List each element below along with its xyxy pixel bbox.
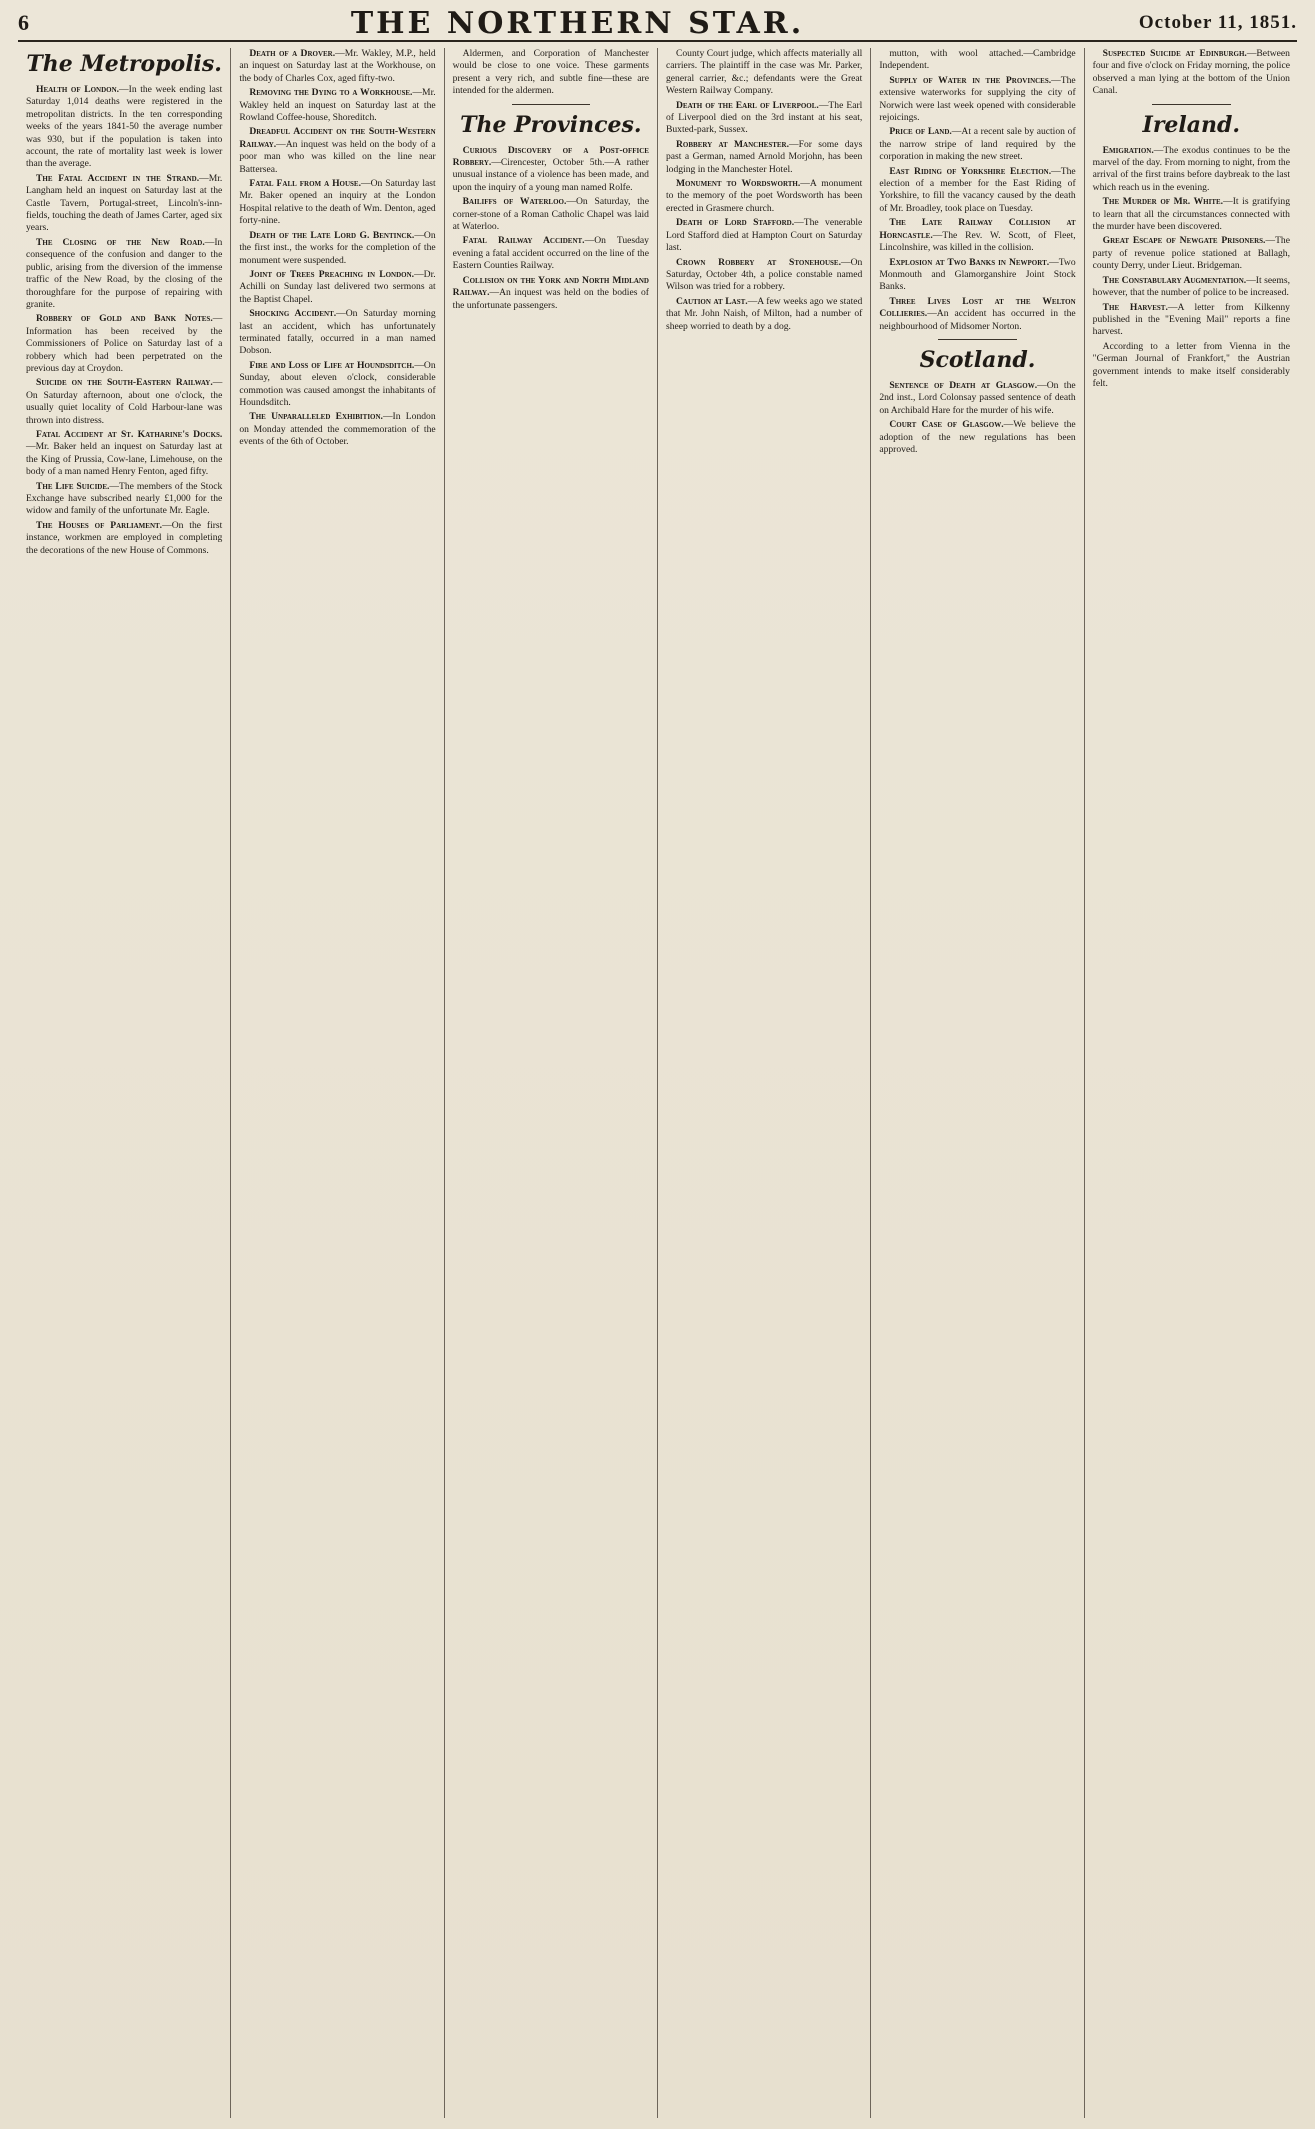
- article-list: [666, 48, 862, 333]
- article-paragraph: [666, 100, 862, 137]
- section-heading-metropolis: The Metropolis.: [26, 51, 222, 77]
- article-body: —In consequence of the confusion and danger to the public, arising from the diversion of the immense traffic of the New Road, by the closing of the thoroughfare for the purpose of repairing with granite.: [26, 236, 223, 310]
- article-paragraph: [879, 296, 1075, 333]
- article-body: —Mr. Wakley, M.P., held an inquest on Saturday last at the Workhouse, on the body of Charles Cox, aged fifty-two.: [239, 48, 436, 84]
- article-headline: Monument to Wordsworth.: [675, 178, 801, 190]
- article-paragraph: [879, 257, 1075, 294]
- article-body: —On Saturday, October 4th, a police constable named Wilson was tried for a robbery.: [665, 256, 863, 293]
- article-paragraph: [879, 217, 1075, 254]
- issue-date: October 11, 1851.: [1138, 12, 1297, 33]
- article-headline: Crown Robbery at Stonehouse.: [675, 256, 841, 268]
- article-body: —A letter from Kilkenny published in the "Evening Mail" reports a fine harvest.: [1092, 301, 1290, 338]
- article-paragraph: [879, 166, 1075, 216]
- article-body: —Mr. Baker held an inquest on Saturday last at the King of Prussia, Cow-lane, Limehouse, on the body of a man named Henry Fenton, aged fifty.: [26, 441, 223, 478]
- article-body: —The Rev. W. Scott, of Fleet, Lincolnshire, was killed in the collision.: [879, 229, 1076, 254]
- article-paragraph: [26, 237, 222, 311]
- article-headline: Fatal Railway Accident.: [462, 235, 585, 247]
- newspaper-title: THE NORTHERN STAR.: [350, 5, 805, 41]
- article-paragraph: [1093, 275, 1290, 300]
- page-number: 6: [18, 10, 29, 35]
- article-body: —An inquest was held on the body of a poor man who was killed on the line near Battersea.: [239, 138, 436, 175]
- article-headline: Suspected Suicide at Edinburgh.: [1102, 48, 1247, 59]
- article-paragraph: [26, 173, 222, 235]
- article-paragraph: [239, 48, 435, 85]
- article-headline: The Life Suicide.: [36, 480, 110, 492]
- article-body: —We believe the adoption of the new regulations has been approved.: [879, 419, 1076, 455]
- article-body: —On the 2nd inst., Lord Colonsay passed sentence of death on Archibald Hare for the murder of his wife.: [879, 379, 1076, 416]
- article-body: —Between four and five o'clock on Friday morning, the police observed a man lying at the bottom of the Union Canal.: [1092, 48, 1290, 97]
- article-paragraph: [26, 429, 222, 479]
- column-4: [658, 48, 871, 2118]
- article-headline: Caution at Last.: [675, 295, 748, 307]
- article-body: —On the first inst., the works for the completion of the monument were suspended.: [239, 229, 436, 266]
- article-body: —Mr. Langham held an inquest on Saturday last at the Castle Tavern, Portugal-street, Lincoln's-inn-fields, touching the death of James Carter, aged six years.: [26, 172, 223, 234]
- article-paragraph: [26, 84, 222, 171]
- article-headline: Shocking Accident.: [249, 308, 337, 320]
- article-body: —The Earl of Liverpool died on the 3rd instant at his seat, Buxted-park, Sussex.: [665, 99, 863, 136]
- article-headline: Death of the Earl of Liverpool.: [675, 99, 819, 111]
- article-headline: The Fatal Accident in the Strand.: [36, 172, 200, 184]
- article-headline: The Houses of Parliament.: [36, 519, 163, 531]
- article-body: —At a recent sale by auction of the narrow stripe of land required by the corporation in making the new street.: [879, 126, 1076, 163]
- article-headline: Fatal Fall from a House.: [249, 178, 362, 190]
- article-body: —On Saturday, the corner-stone of a Roman Catholic Chapel was laid at Waterloo.: [452, 196, 649, 233]
- article-paragraph: [666, 217, 862, 254]
- article-body: —The party of revenue police stationed at Ballagh, county Derry, under Lieut. Bridgeman.: [1092, 235, 1290, 272]
- article-body: —On Saturday last Mr. Baker opened an inquiry at the London Hospital relative to the death of Wm. Denton, aged forty-nine.: [239, 178, 436, 227]
- article-list: [239, 48, 435, 449]
- article-paragraph: [239, 230, 435, 267]
- article-list: [879, 48, 1075, 456]
- column-6: [1085, 48, 1298, 2118]
- article-body: —An inquest was held on the bodies of the unfortunate passengers.: [452, 287, 649, 311]
- article-headline: Robbery at Manchester.: [675, 138, 790, 150]
- columns-container: [18, 48, 1298, 2118]
- article-paragraph: [1093, 341, 1290, 391]
- article-list: [1093, 48, 1290, 390]
- article-headline: The Closing of the New Road.: [36, 236, 205, 248]
- article-headline: Death of a Drover.: [249, 48, 336, 59]
- article-paragraph: [1093, 302, 1290, 339]
- article-paragraph: [239, 308, 435, 358]
- article-headline: Bailiffs of Waterloo.: [462, 196, 567, 208]
- article-headline: Death of Lord Stafford.: [675, 217, 795, 229]
- article-body: —On Sunday, about eleven o'clock, considerable commotion was caused amongst the inhabitants of Houndsditch.: [239, 359, 436, 408]
- article-headline: Collision on the York and North Midland Railway.: [452, 274, 649, 299]
- article-body: —The venerable Lord Stafford died at Hampton Court on Saturday last.: [665, 217, 863, 254]
- article-body: County Court judge, which affects materially all carriers. The plaintiff in the case was Mr. Parker, general carrier, &c.; defendants were the Great Western Railway Company.: [665, 48, 863, 97]
- article-body: —Two Monmouth and Glamorganshire Joint Stock Banks.: [879, 256, 1076, 293]
- article-headline: Curious Discovery of a Post-office Robbery.: [452, 144, 649, 169]
- article-paragraph: [879, 126, 1075, 163]
- article-headline: Price of Land.: [889, 126, 952, 138]
- article-paragraph: [1093, 48, 1290, 98]
- article-paragraph: [239, 360, 435, 410]
- article-body: —The extensive waterworks for supplying the city of Norwich were last week opened with considerable rejoicings.: [879, 74, 1076, 124]
- article-body: —On Saturday afternoon, about one o'clock, the usually quiet locality of Cold Harbour-lane was thrown into distress.: [26, 377, 223, 426]
- article-headline: The Unparalleled Exhibition.: [249, 411, 383, 423]
- article-headline: Supply of Water in the Provinces.: [889, 74, 1052, 86]
- article-paragraph: [453, 145, 649, 195]
- column-2: [231, 48, 444, 2118]
- article-paragraph: [666, 296, 862, 333]
- article-body: —It seems, however, that the number of police to be increased.: [1092, 274, 1290, 299]
- article-body: —A monument to the memory of the poet Wordsworth has been erected in Grasmere church.: [665, 178, 863, 214]
- article-headline: Suicide on the South-Eastern Railway.: [36, 377, 213, 389]
- article-paragraph: [239, 269, 435, 306]
- section-rule: [512, 104, 591, 105]
- article-headline: Health of London.: [36, 84, 120, 95]
- article-paragraph: [1093, 235, 1290, 272]
- article-headline: Emigration.: [1102, 144, 1154, 156]
- article-headline: Robbery of Gold and Bank Notes.: [36, 313, 213, 325]
- article-headline: Great Escape of Newgate Prisoners.: [1102, 235, 1266, 247]
- section-rule: [938, 339, 1017, 340]
- article-body: —On Saturday morning last an accident, which has unfortunately terminated fatally, occurred in a man named Dobson.: [239, 308, 436, 357]
- article-body: —In London on Monday attended the commemoration of the events of the 6th of October.: [239, 411, 436, 448]
- article-headline: The Murder of Mr. White.: [1102, 196, 1224, 208]
- article-paragraph: [1093, 196, 1290, 233]
- article-headline: The Late Railway Collision at Horncastle.: [879, 217, 1076, 241]
- article-paragraph: [879, 419, 1075, 456]
- article-headline: Death of the Late Lord G. Bentinck.: [249, 229, 415, 241]
- article-paragraph: [26, 520, 222, 557]
- article-paragraph: [26, 313, 222, 375]
- article-headline: Three Lives Lost at the Welton Collieries.: [879, 295, 1076, 320]
- article-paragraph: [666, 178, 862, 215]
- article-paragraph: [26, 377, 222, 427]
- article-paragraph: [453, 275, 649, 312]
- article-paragraph: [453, 48, 649, 98]
- section-heading: Ireland.: [1142, 111, 1241, 138]
- article-paragraph: [879, 48, 1075, 73]
- article-headline: Explosion at Two Banks in Newport.: [889, 256, 1050, 268]
- section-rule: [1152, 104, 1231, 105]
- article-body: —The members of the Stock Exchange have subscribed nearly £1,000 for the widow and family of the unfortunate Mr. Eagle.: [26, 480, 223, 517]
- article-headline: Sentence of Death at Glasgow.: [889, 379, 1038, 391]
- article-headline: The Harvest.: [1102, 301, 1168, 313]
- article-body: —An accident has occurred in the neighbourhood of Midsomer Norton.: [879, 308, 1076, 332]
- article-paragraph: [1093, 145, 1290, 195]
- article-body: —On the first instance, workmen are employed in completing the decorations of the new House of Commons.: [26, 519, 223, 556]
- article-body: —Dr. Achilli on Sunday last delivered two sermons at the Baptist Chapel.: [239, 268, 436, 305]
- article-list: [453, 48, 649, 312]
- article-body: —Cirencester, October 5th.—A rather unusual instance of a violence has been made, and upon the inquiry of a young man named Rolfe.: [452, 157, 649, 193]
- article-paragraph: [879, 75, 1075, 125]
- column-1: [18, 48, 231, 2118]
- article-paragraph: [239, 126, 435, 176]
- column-3: [445, 48, 658, 2118]
- article-paragraph: [239, 178, 435, 228]
- article-list: [26, 84, 222, 557]
- article-paragraph: [453, 235, 649, 272]
- article-headline: Dreadful Accident on the South-Western Railway.: [239, 126, 436, 150]
- article-headline: The Constabulary Augmentation.: [1102, 274, 1247, 286]
- article-body: —It is gratifying to learn that all the circumstances connected with the murder have been discovered.: [1092, 196, 1290, 233]
- article-headline: Joint of Trees Preaching in London.: [249, 268, 415, 280]
- article-body: —In the week ending last Saturday 1,014 deaths were registered in the metropolitan districts. In the ten corresponding weeks of the years 1841-50 the average number was 930, but if the population is taken into account, the rate of mortality last week is lower than the average.: [26, 84, 223, 170]
- article-headline: East Riding of Yorkshire Election.: [889, 165, 1052, 177]
- article-body: Aldermen, and Corporation of Manchester would be close to one voice. These garments present a very rich, and subtle fine—these are intended for the aldermen.: [452, 48, 649, 97]
- masthead: [18, 6, 1297, 42]
- article-headline: Removing the Dying to a Workhouse.: [249, 87, 413, 99]
- article-body: —The election of a member for the East Riding of Yorkshire, to fill the vacancy caused by the death of Mr. Broadley, took place on Tuesday.: [879, 165, 1076, 214]
- article-paragraph: [666, 48, 862, 98]
- article-body: According to a letter from Vienna in the "German Journal of Frankfort," the Austrian government intends to make itself considerably felt.: [1092, 340, 1290, 389]
- article-body: mutton, with wool attached.—Cambridge Independent.: [879, 48, 1076, 72]
- article-paragraph: [666, 139, 862, 176]
- article-paragraph: [26, 481, 222, 518]
- article-paragraph: [666, 257, 862, 294]
- article-paragraph: [239, 87, 435, 124]
- article-headline: Fire and Loss of Life at Houndsditch.: [249, 359, 415, 371]
- article-body: —On Tuesday evening a fatal accident occurred on the line of the Eastern Counties Railway.: [452, 235, 649, 272]
- section-heading: The Provinces.: [460, 111, 642, 138]
- article-paragraph: [239, 411, 435, 448]
- column-5: [871, 48, 1084, 2118]
- article-body: —Mr. Wakley held an inquest on Saturday last at the Rowland Coffee-house, Shoreditch.: [239, 87, 436, 124]
- article-paragraph: [879, 380, 1075, 417]
- article-headline: Fatal Accident at St. Katharine's Docks.: [36, 428, 223, 440]
- article-headline: Court Case of Glasgow.: [889, 419, 1004, 431]
- article-body: —A few weeks ago we stated that Mr. John Naish, of Milton, had a number of sheep worried to death by a dog.: [665, 295, 863, 332]
- article-body: —For some days past a German, named Arnold Morjohn, has been lodging in the Manchester Hotel.: [665, 138, 863, 175]
- article-body: —Information has been received by the Commissioners of Police on Saturday last of a robbery which had been perpetrated on the previous day at Croydon.: [26, 313, 223, 374]
- article-paragraph: [453, 196, 649, 233]
- article-body: —The exodus continues to be the marvel of the day. From morning to night, from the arrival of the first trains before daybreak to the last which reach us in the evening.: [1092, 144, 1290, 193]
- section-heading: Scotland.: [919, 346, 1036, 373]
